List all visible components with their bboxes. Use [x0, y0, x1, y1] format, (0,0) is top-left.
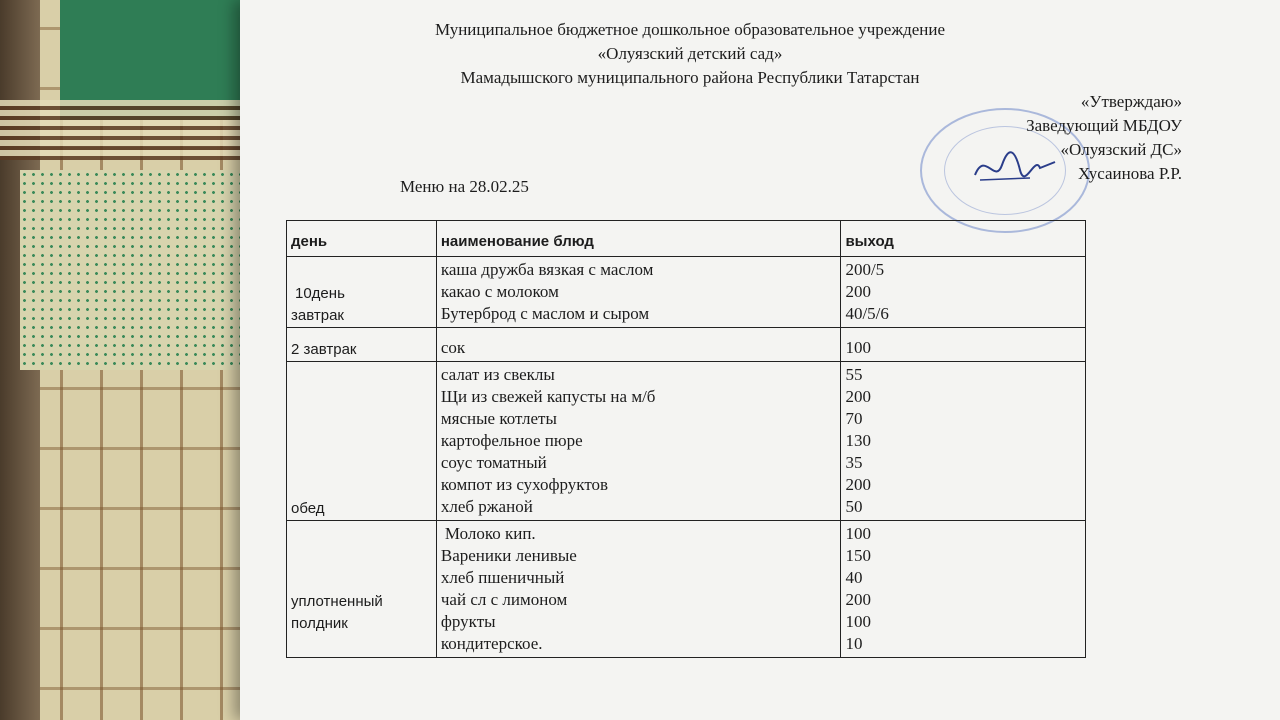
- header-dish: наименование блюд: [436, 221, 841, 257]
- approval-position: Заведующий МБДОУ: [1026, 116, 1182, 135]
- output-cell: [841, 521, 1086, 658]
- output-cell: [841, 362, 1086, 521]
- dish-item: Щи из свежей капусты на м/б: [440, 387, 656, 406]
- dish-item: салат из свеклы: [440, 365, 555, 384]
- day-cell: [287, 257, 437, 328]
- day-label: 10день: [295, 285, 345, 302]
- header-org-name: «Олуязский детский сад»: [597, 44, 783, 63]
- output-value: 150: [845, 546, 871, 565]
- table-header-row: [287, 221, 1086, 257]
- dish-cell: [436, 521, 841, 658]
- output-cell: [841, 257, 1086, 328]
- output-value: 100: [845, 524, 871, 543]
- dish-item: каша дружба вязкая с маслом: [440, 260, 654, 279]
- dish-item: хлеб пшеничный: [440, 568, 565, 587]
- day-label: завтрак: [291, 307, 344, 324]
- dish-item: мясные котлеты: [440, 409, 557, 428]
- output-value: 40/5/6: [845, 304, 889, 323]
- header-org-line: Муниципальное бюджетное дошкольное образовательное учреждение: [435, 20, 945, 39]
- day-cell: [287, 521, 437, 658]
- dish-item: Вареники ленивые: [440, 546, 577, 565]
- dish-item: соус томатный: [440, 453, 547, 472]
- header-day: день: [287, 221, 437, 257]
- output-value: 200: [845, 387, 871, 406]
- output-value: 70: [845, 409, 863, 428]
- day-label: 2 завтрак: [291, 341, 357, 358]
- dish-item: фрукты: [440, 612, 496, 631]
- day-cell: [287, 362, 437, 521]
- day-cell: [287, 328, 437, 362]
- dish-cell: [436, 257, 841, 328]
- menu-title: Меню на 28.02.25: [400, 177, 529, 196]
- output-value: 200: [845, 475, 871, 494]
- output-value: 200: [845, 590, 871, 609]
- output-value: 50: [845, 497, 863, 516]
- dish-item: чай сл с лимоном: [440, 590, 568, 609]
- dish-item: компот из сухофруктов: [440, 475, 609, 494]
- output-value: 130: [845, 431, 871, 450]
- output-value: 200: [845, 282, 871, 301]
- output-value: 100: [845, 338, 871, 357]
- dish-item: хлеб ржаной: [440, 497, 533, 516]
- approval-org: «Олуязский ДС»: [1060, 140, 1182, 159]
- menu-table: [286, 220, 1086, 658]
- table-row: [287, 328, 1086, 362]
- output-value: 55: [845, 365, 863, 384]
- approval-heading: «Утверждаю»: [1080, 92, 1182, 111]
- menu-document: [240, 0, 1280, 720]
- approval-name: Хусаинова Р.Р.: [1077, 164, 1182, 183]
- dish-item: кондитерское.: [440, 634, 543, 653]
- dish-item: картофельное пюре: [440, 431, 583, 450]
- background-dotted-patch: [20, 170, 260, 370]
- output-value: 100: [845, 612, 871, 631]
- output-value: 40: [845, 568, 863, 587]
- background-stripes: [0, 100, 280, 160]
- dish-item: Молоко кип.: [444, 524, 536, 543]
- day-label: полдник: [291, 615, 348, 632]
- day-label: обед: [291, 500, 325, 517]
- dish-cell: [436, 328, 841, 362]
- header-output: выход: [841, 221, 1086, 257]
- table-row: [287, 521, 1086, 658]
- output-value: 35: [845, 453, 863, 472]
- dish-item: какао с молоком: [440, 282, 559, 301]
- table-row: [287, 362, 1086, 521]
- approval-block: [1026, 90, 1182, 186]
- output-value: 200/5: [845, 260, 885, 279]
- dish-item: Бутерброд с маслом и сыром: [440, 304, 650, 323]
- dish-item: сок: [440, 338, 466, 357]
- output-cell: [841, 328, 1086, 362]
- output-value: 10: [845, 634, 863, 653]
- dish-cell: [436, 362, 841, 521]
- day-label: уплотненный: [291, 593, 383, 610]
- header-org-region: Мамадышского муниципального района Республики Татарстан: [460, 68, 920, 87]
- table-row: [287, 257, 1086, 328]
